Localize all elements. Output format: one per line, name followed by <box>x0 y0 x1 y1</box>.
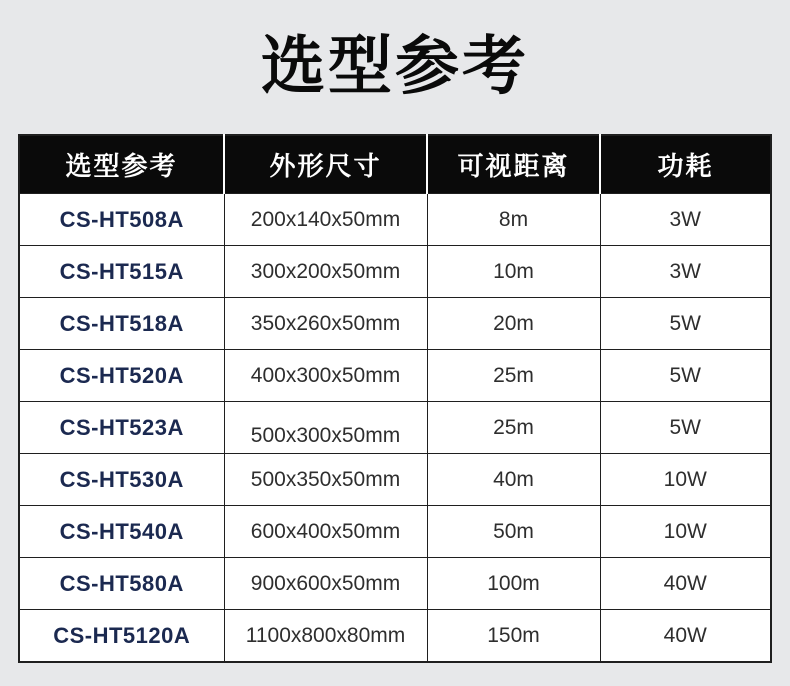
distance-cell <box>427 506 600 558</box>
size-cell-text: 350x260x50mm <box>250 311 401 335</box>
model-cell <box>19 402 224 454</box>
spec-table <box>18 134 772 663</box>
distance-cell <box>427 350 600 402</box>
table-header-row <box>19 135 771 194</box>
power-cell-text: 10W <box>663 519 707 543</box>
col-header-size: 外形尺寸 <box>224 135 427 194</box>
model-cell <box>19 194 224 246</box>
model-cell-text: CS-HT530A <box>59 466 184 492</box>
table-row <box>19 506 771 558</box>
model-cell <box>19 350 224 402</box>
model-cell <box>19 506 224 558</box>
distance-cell <box>427 402 600 454</box>
table-row <box>19 350 771 402</box>
model-cell-text: CS-HT580A <box>59 570 184 596</box>
distance-cell-text: 40m <box>493 467 534 491</box>
power-cell-text: 5W <box>669 415 701 439</box>
model-cell <box>19 454 224 506</box>
distance-cell-text: 25m <box>493 363 534 387</box>
distance-cell-text: 10m <box>493 259 534 283</box>
model-cell <box>19 558 224 610</box>
table-row <box>19 298 771 350</box>
model-cell-text: CS-HT540A <box>59 518 184 544</box>
distance-cell-text: 150m <box>487 623 540 647</box>
distance-cell <box>427 454 600 506</box>
size-cell <box>224 506 427 558</box>
distance-cell <box>427 246 600 298</box>
size-cell-text: 300x200x50mm <box>250 259 401 283</box>
distance-cell <box>427 194 600 246</box>
power-cell <box>600 558 771 610</box>
distance-cell-text: 20m <box>493 311 534 335</box>
model-cell-text: CS-HT515A <box>59 258 184 284</box>
power-cell-text: 40W <box>663 623 707 647</box>
power-cell-text: 10W <box>663 467 707 491</box>
power-cell-text: 3W <box>669 259 701 283</box>
model-cell-text: CS-HT520A <box>59 362 184 388</box>
distance-cell-text: 50m <box>493 519 534 543</box>
col-header-distance: 可视距离 <box>427 135 600 194</box>
distance-cell <box>427 558 600 610</box>
model-cell-text: CS-HT523A <box>59 414 184 440</box>
table-row <box>19 558 771 610</box>
model-cell <box>19 610 224 663</box>
power-cell-text: 40W <box>663 571 707 595</box>
model-cell-text: CS-HT5120A <box>53 622 191 648</box>
size-cell-text: 1100x800x80mm <box>245 623 406 647</box>
size-cell-text: 600x400x50mm <box>250 519 401 543</box>
table-row <box>19 454 771 506</box>
power-cell <box>600 610 771 663</box>
power-cell <box>600 506 771 558</box>
power-cell-text: 5W <box>669 363 701 387</box>
col-header-model: 选型参考 <box>19 135 224 194</box>
model-cell-text: CS-HT508A <box>59 206 184 232</box>
distance-cell-text: 100m <box>487 571 540 595</box>
size-cell <box>224 610 427 663</box>
size-cell-text: 200x140x50mm <box>250 207 401 231</box>
distance-cell-text: 8m <box>498 207 529 231</box>
power-cell <box>600 194 771 246</box>
model-cell <box>19 246 224 298</box>
table-row <box>19 194 771 246</box>
size-cell <box>224 298 427 350</box>
size-cell-text: 900x600x50mm <box>250 571 401 595</box>
size-cell <box>224 558 427 610</box>
size-cell-text: 500x350x50mm <box>250 467 401 491</box>
size-cell <box>224 402 427 454</box>
distance-cell <box>427 298 600 350</box>
page-title: 选型参考 <box>261 30 529 102</box>
power-cell <box>600 298 771 350</box>
model-cell <box>19 298 224 350</box>
power-cell <box>600 350 771 402</box>
size-cell-text: 500x300x50mm <box>250 423 401 447</box>
power-cell-text: 3W <box>669 207 701 231</box>
table-row <box>19 402 771 454</box>
model-cell-text: CS-HT518A <box>59 310 184 336</box>
distance-cell-text: 25m <box>493 415 534 439</box>
size-cell-text: 400x300x50mm <box>250 363 401 387</box>
power-cell-text: 5W <box>669 311 701 335</box>
size-cell <box>224 454 427 506</box>
power-cell <box>600 454 771 506</box>
size-cell <box>224 194 427 246</box>
power-cell <box>600 402 771 454</box>
distance-cell <box>427 610 600 663</box>
table-body <box>19 194 771 663</box>
col-header-power: 功耗 <box>600 135 771 194</box>
power-cell <box>600 246 771 298</box>
table-row <box>19 246 771 298</box>
table-row <box>19 610 771 663</box>
size-cell <box>224 350 427 402</box>
size-cell <box>224 246 427 298</box>
